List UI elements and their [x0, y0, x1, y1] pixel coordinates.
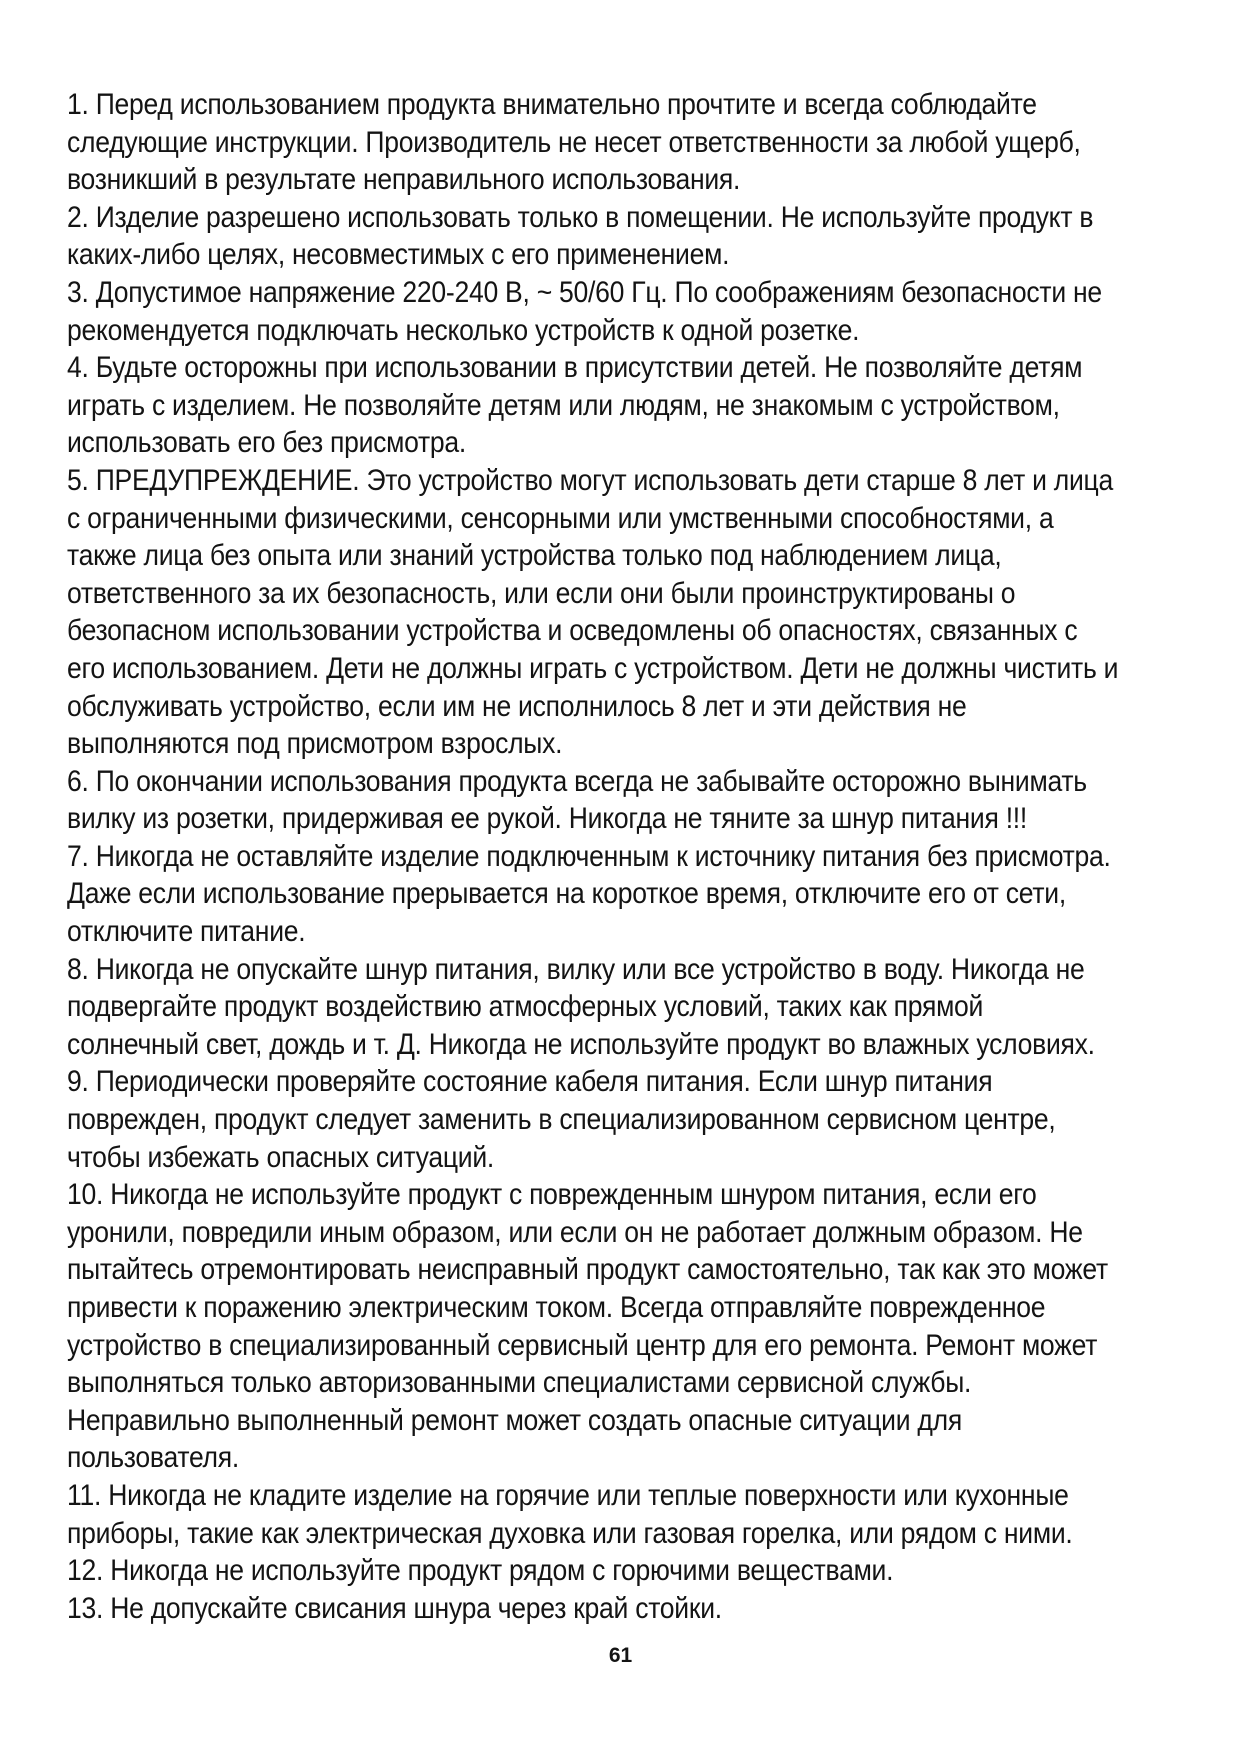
- instruction-line: обслуживать устройство, если им не исполнилось 8 лет и эти действия не: [67, 689, 967, 723]
- instruction-line: 9. Периодически проверяйте состояние кабеля питания. Если шнур питания: [67, 1065, 993, 1099]
- instruction-line: поврежден, продукт следует заменить в специализированном сервисном центре,: [67, 1103, 1056, 1137]
- instruction-line: 11. Никогда не кладите изделие на горячие или теплые поверхности или кухонные: [67, 1478, 1069, 1512]
- instruction-line: солнечный свет, дождь и т. Д. Никогда не используйте продукт во влажных условиях.: [67, 1027, 1095, 1061]
- instruction-line: выполняться только авторизованными специалистами сервисной службы.: [67, 1366, 972, 1400]
- instruction-line: играть с изделием. Не позволяйте детям или людям, не знакомым с устройством,: [67, 388, 1060, 422]
- instruction-line: его использованием. Дети не должны играть с устройством. Дети не должны чистить и: [67, 651, 1119, 685]
- instruction-12: [67, 1552, 1187, 1590]
- instruction-line: ответственного за их безопасность, или если они были проинструктированы о: [67, 576, 1016, 610]
- instruction-line: 8. Никогда не опускайте шнур питания, вилку или все устройство в воду. Никогда не: [67, 952, 1085, 986]
- instruction-line: следующие инструкции. Производитель не несет ответственности за любой ущерб,: [67, 125, 1081, 159]
- instruction-line: возникший в результате неправильного использования.: [67, 163, 741, 197]
- instruction-13: [67, 1590, 1187, 1628]
- instruction-line: уронили, повредили иным образом, или если он не работает должным образом. Не: [67, 1215, 1083, 1249]
- instruction-line: подвергайте продукт воздействию атмосферных условий, таких как прямой: [67, 990, 984, 1024]
- instruction-line: 12. Никогда не используйте продукт рядом с горючими веществами.: [67, 1554, 894, 1588]
- instruction-line: пытайтесь отремонтировать неисправный продукт самостоятельно, так как это может: [67, 1253, 1108, 1287]
- instruction-line: 10. Никогда не используйте продукт с поврежденным шнуром питания, если его: [67, 1178, 1037, 1212]
- instruction-2: [67, 199, 1187, 274]
- instruction-line: выполняются под присмотром взрослых.: [67, 727, 563, 761]
- instruction-line: Неправильно выполненный ремонт может создать опасные ситуации для: [67, 1403, 962, 1437]
- instruction-5-warning: [67, 462, 1187, 763]
- instruction-4: [67, 349, 1187, 462]
- instruction-line: 7. Никогда не оставляйте изделие подключенным к источнику питания без присмотра.: [67, 839, 1111, 873]
- instruction-line: устройство в специализированный сервисный центр для его ремонта. Ремонт может: [67, 1328, 1098, 1362]
- instruction-line: чтобы избежать опасных ситуаций.: [67, 1140, 495, 1174]
- instruction-line: привести к поражению электрическим током. Всегда отправляйте поврежденное: [67, 1291, 1046, 1324]
- instruction-11: [67, 1477, 1187, 1552]
- instruction-line: каких-либо целях, несовместимых с его применением.: [67, 238, 730, 272]
- instruction-3: [67, 274, 1187, 349]
- instruction-8: [67, 951, 1187, 1064]
- page-number: 61: [608, 1644, 633, 1667]
- instruction-line: 5. ПРЕДУПРЕЖДЕНИЕ. Это устройство могут использовать дети старше 8 лет и лица: [67, 463, 1113, 497]
- instruction-line: 13. Не допускайте свисания шнура через край стойки.: [67, 1591, 722, 1625]
- instruction-line: 4. Будьте осторожны при использовании в присутствии детей. Не позволяйте детям: [67, 351, 1083, 385]
- instruction-1: [67, 86, 1187, 199]
- instruction-line: пользователя.: [67, 1441, 239, 1475]
- instruction-10: [67, 1176, 1187, 1477]
- instruction-line: с ограниченными физическими, сенсорными или умственными способностями, а: [67, 501, 1054, 535]
- instruction-line: рекомендуется подключать несколько устройств к одной розетке.: [67, 313, 860, 347]
- instruction-9: [67, 1063, 1187, 1176]
- instruction-line: 3. Допустимое напряжение 220-240 В, ~ 50/60 Гц. По соображениям безопасности не: [67, 275, 1102, 309]
- instruction-line: 1. Перед использованием продукта внимательно прочтите и всегда соблюдайте: [67, 88, 1037, 121]
- instruction-line: 6. По окончании использования продукта всегда не забывайте осторожно вынимать: [67, 764, 1087, 798]
- instruction-line: использовать его без присмотра.: [67, 426, 467, 460]
- instruction-line: вилку из розетки, придерживая ее рукой. Никогда не тяните за шнур питания !!!: [67, 802, 1028, 836]
- instruction-line: 2. Изделие разрешено использовать только в помещении. Не используйте продукт в: [67, 200, 1094, 234]
- instruction-6: [67, 763, 1187, 838]
- instruction-line: также лица без опыта или знаний устройства только под наблюдением лица,: [67, 539, 1002, 573]
- instruction-line: Даже если использование прерывается на короткое время, отключите его от сети,: [67, 877, 1066, 911]
- instruction-line: безопасном использовании устройства и осведомлены об опасностях, связанных с: [67, 614, 1078, 648]
- instruction-7: [67, 838, 1187, 951]
- instruction-line: отключите питание.: [67, 915, 306, 949]
- instruction-line: приборы, такие как электрическая духовка или газовая горелка, или рядом с ними.: [67, 1516, 1073, 1550]
- safety-instructions: [67, 86, 1187, 1627]
